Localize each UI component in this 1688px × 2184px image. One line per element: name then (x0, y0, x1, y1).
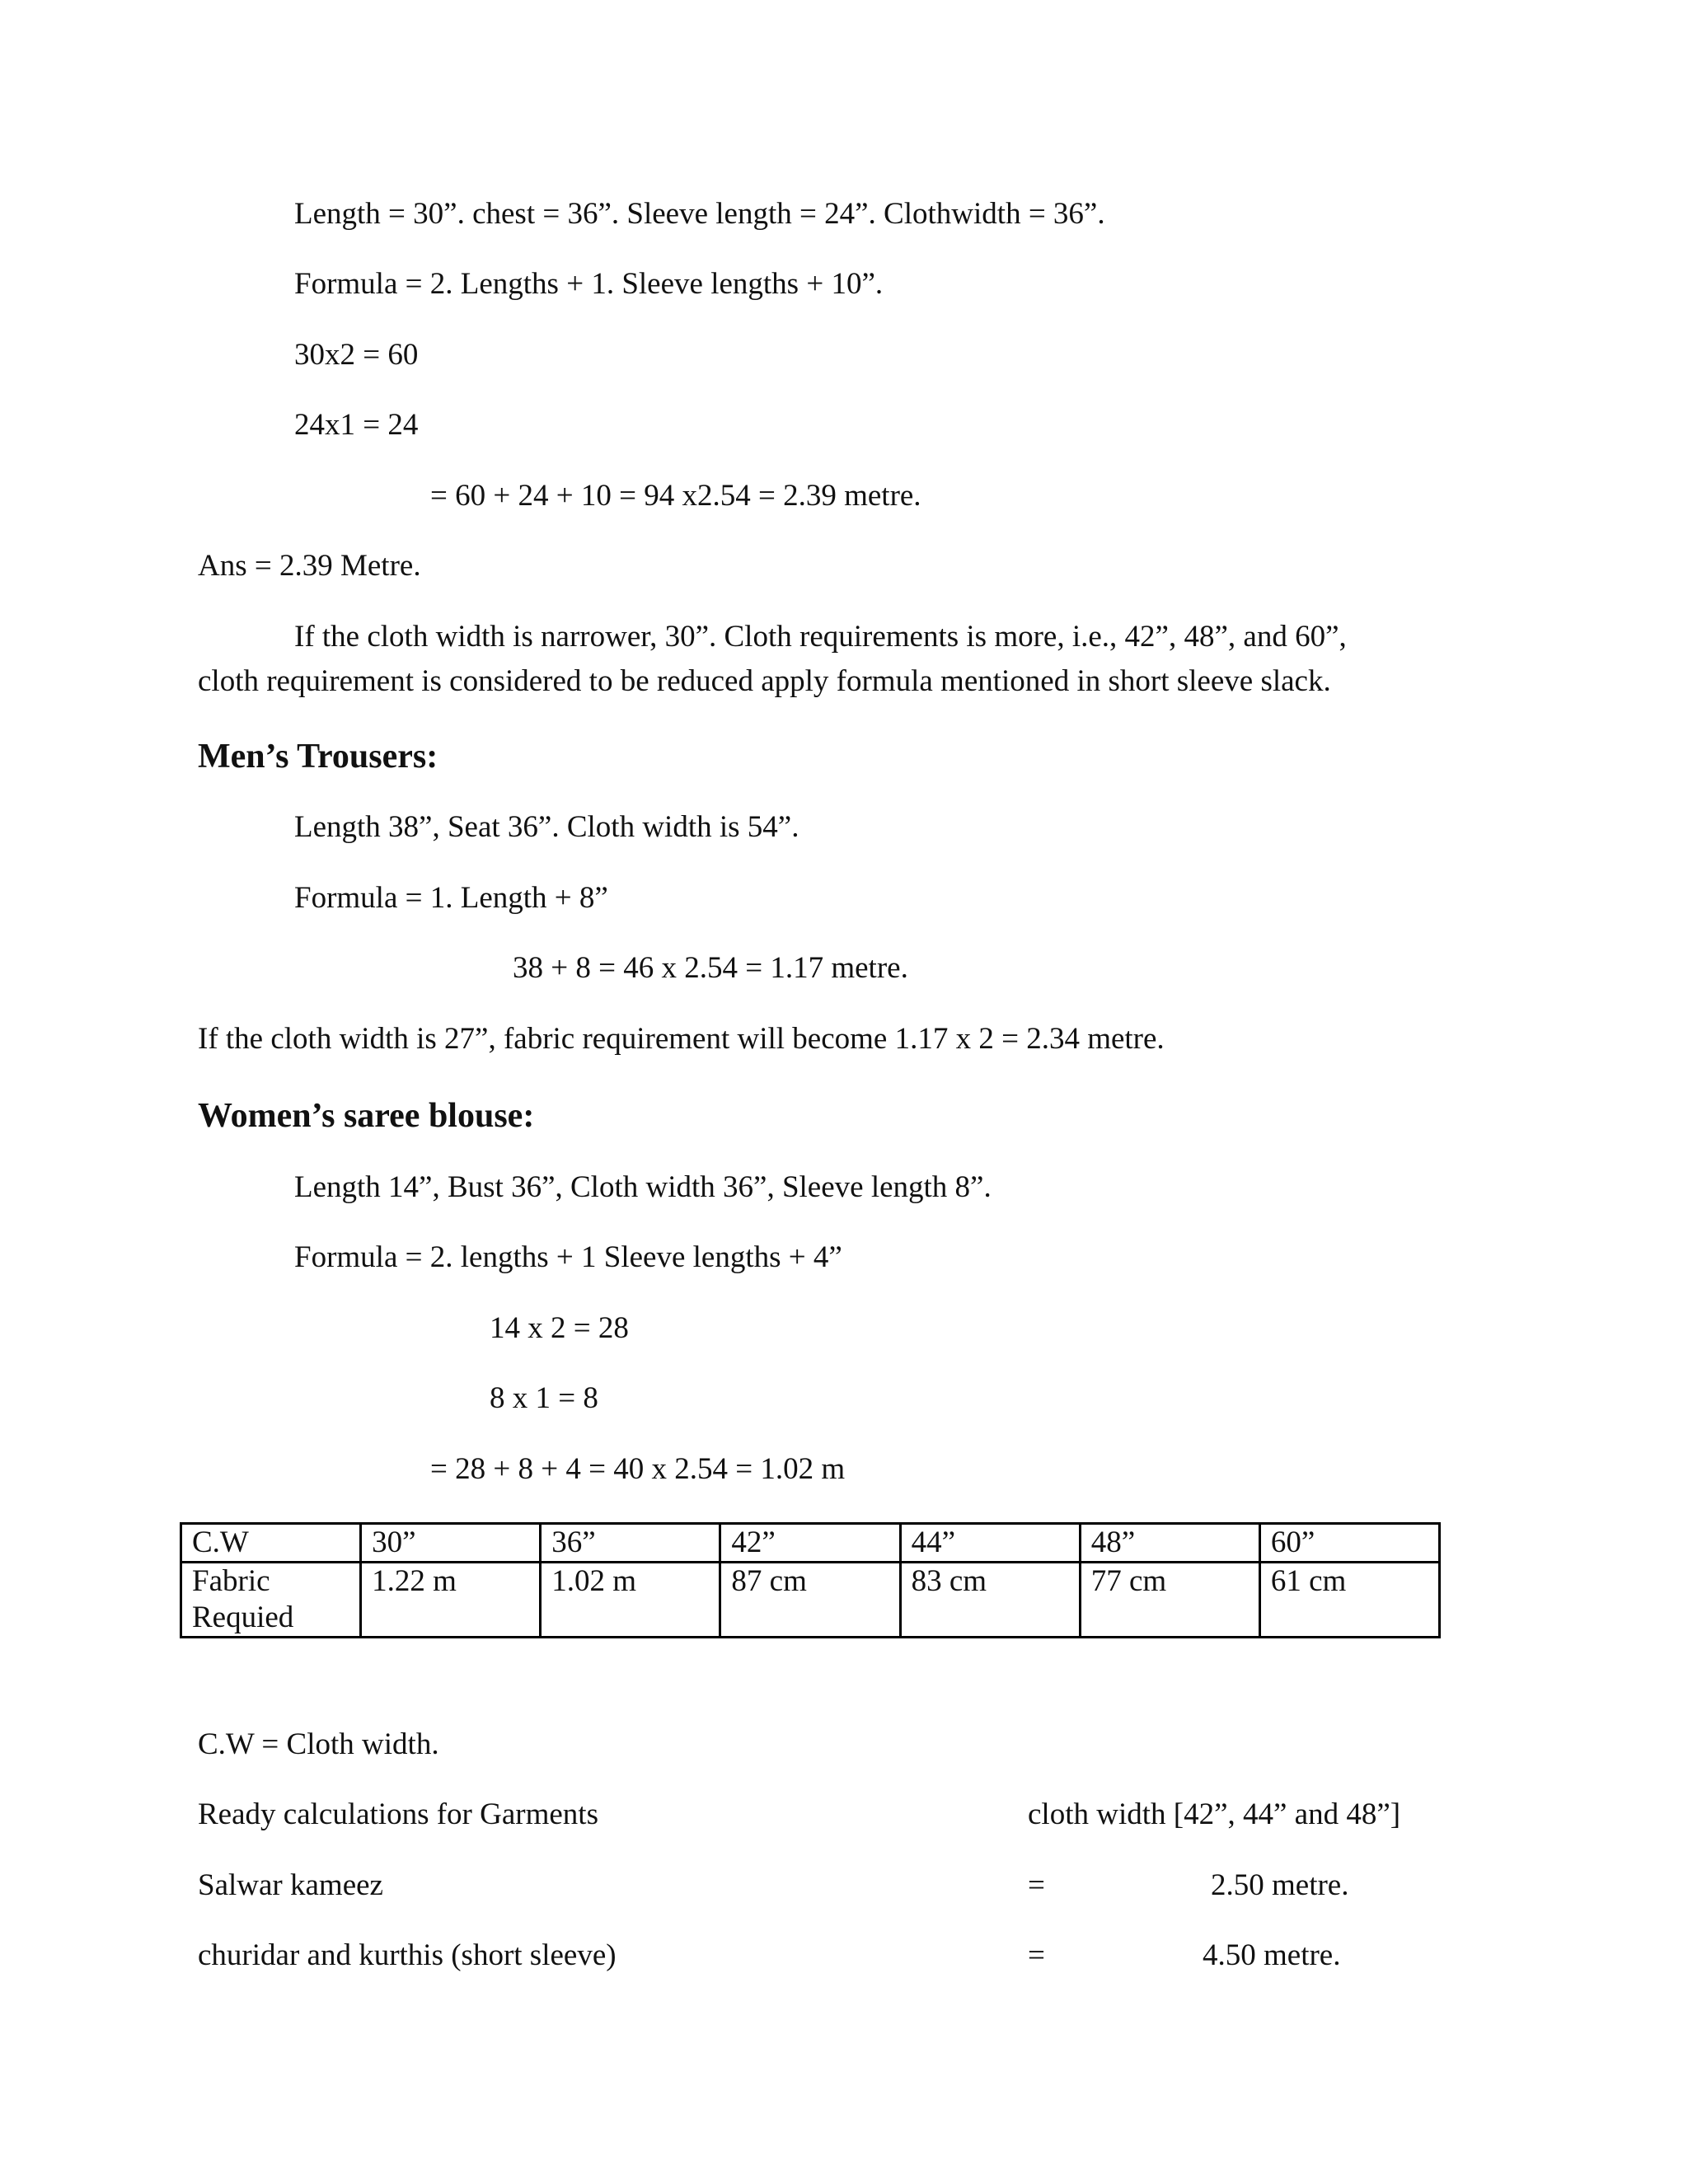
blouse-calc-total: = 28 + 8 + 4 = 40 x 2.54 = 1.02 m (430, 1452, 846, 1486)
table-cell: 48” (1080, 1524, 1259, 1563)
blouse-heading: Women’s saree blouse: (198, 1097, 535, 1135)
ready-cloth-width: cloth width [42”, 44” and 48”] (1028, 1797, 1401, 1831)
table-row (181, 1563, 1440, 1638)
trousers-formula: Formula = 1. Length + 8” (294, 881, 608, 915)
trousers-heading: Men’s Trousers: (198, 738, 438, 776)
shirt-formula: Formula = 2. Lengths + 1. Sleeve lengths + 10”. (294, 267, 884, 301)
shirt-calc-sleeve: 24x1 = 24 (294, 408, 419, 442)
table-cell: C.W (181, 1524, 361, 1563)
table-cell: 42” (720, 1524, 900, 1563)
table-cell: 1.22 m (361, 1563, 541, 1638)
row-label-cell (181, 1563, 361, 1638)
table-cell: 60” (1259, 1524, 1439, 1563)
shirt-measurements: Length = 30”. chest = 36”. Sleeve length = 24”. Clothwidth = 36”. (294, 197, 1105, 231)
salwar-kameez-label: Salwar kameez (198, 1868, 383, 1902)
shirt-narrow-width-paragraph (198, 615, 1418, 704)
blouse-calc-length: 14 x 2 = 28 (490, 1311, 629, 1345)
trousers-measurements: Length 38”, Seat 36”. Cloth width is 54”. (294, 810, 799, 844)
churidar-kurthis-label: churidar and kurthis (short sleeve) (198, 1938, 617, 1972)
shirt-calc-length: 30x2 = 60 (294, 338, 419, 372)
ready-calculations-label: Ready calculations for Garments (198, 1797, 598, 1831)
shirt-answer: Ans = 2.39 Metre. (198, 549, 421, 583)
churidar-kurthis-value: 4.50 metre. (1203, 1938, 1341, 1972)
table-cell: 1.02 m (541, 1563, 720, 1638)
blouse-calc-sleeve: 8 x 1 = 8 (490, 1381, 598, 1415)
trousers-narrow-note: If the cloth width is 27”, fabric requirement will become 1.17 x 2 = 2.34 metre. (198, 1022, 1165, 1056)
churidar-kurthis-equals: = (1028, 1938, 1045, 1972)
trousers-calc: 38 + 8 = 46 x 2.54 = 1.17 metre. (513, 951, 908, 985)
paragraph-line: If the cloth width is narrower, 30”. Cloth requirements is more, i.e., 42”, 48”, and 60”, (294, 620, 1347, 654)
row-label-line: Fabric (192, 1564, 270, 1598)
salwar-kameez-equals: = (1028, 1868, 1045, 1902)
shirt-calc-total: = 60 + 24 + 10 = 94 x2.54 = 2.39 metre. (430, 479, 921, 513)
cloth-width-table (180, 1522, 1441, 1638)
paragraph-line: cloth requirement is considered to be reduced apply formula mentioned in short sleeve slack. (198, 664, 1331, 698)
table-cell: 44” (900, 1524, 1080, 1563)
table-cell: 61 cm (1259, 1563, 1439, 1638)
blouse-measurements: Length 14”, Bust 36”, Cloth width 36”, Sleeve length 8”. (294, 1170, 992, 1204)
row-label-line: Requied (192, 1601, 294, 1634)
cw-definition: C.W = Cloth width. (198, 1727, 439, 1761)
table-cell: 30” (361, 1524, 541, 1563)
table-header-row (181, 1524, 1440, 1563)
table-cell: 36” (541, 1524, 720, 1563)
table-cell: 77 cm (1080, 1563, 1259, 1638)
table-cell: 87 cm (720, 1563, 900, 1638)
table-cell: 83 cm (900, 1563, 1080, 1638)
blouse-formula: Formula = 2. lengths + 1 Sleeve lengths + 4” (294, 1240, 842, 1274)
salwar-kameez-value: 2.50 metre. (1211, 1868, 1349, 1902)
